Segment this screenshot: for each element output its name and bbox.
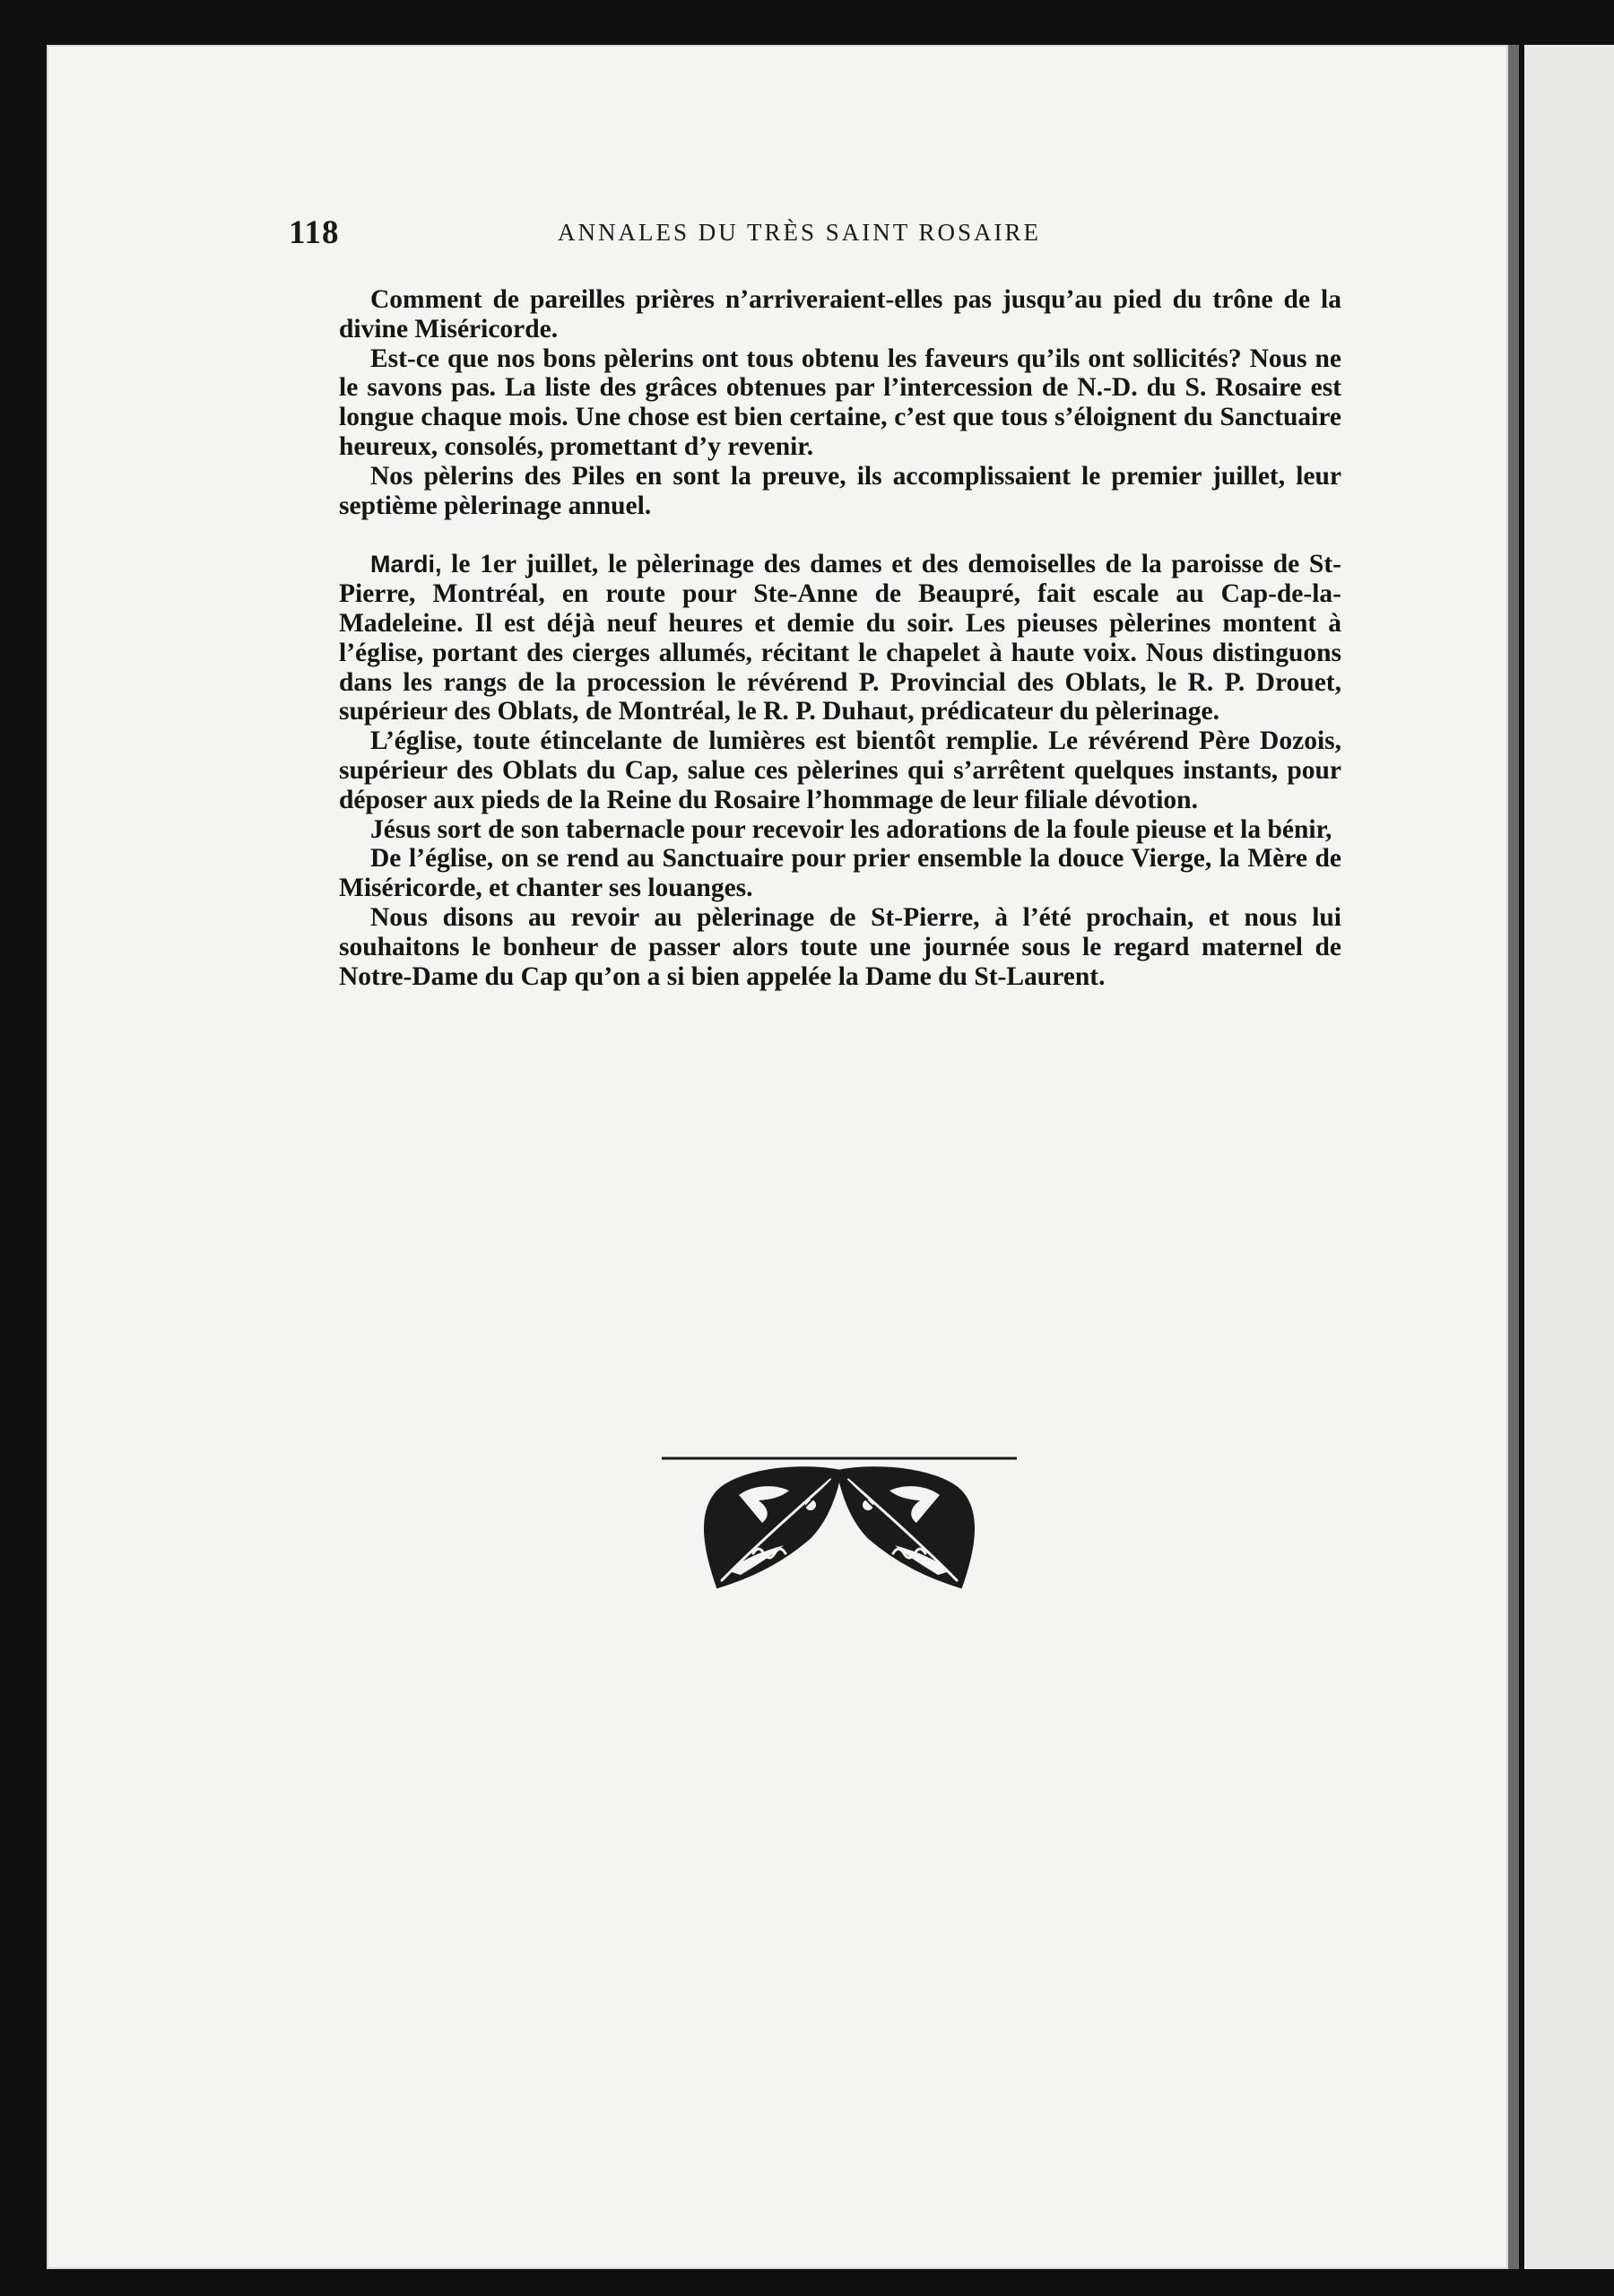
left-leaf — [705, 1467, 841, 1587]
paragraph: Comment de pareilles prières n’arriveraient-elles pas jusqu’au pied du trône de la divine Miséricorde. — [339, 285, 1341, 344]
page-edge — [1508, 45, 1519, 2269]
twin-leaf-tailpiece-icon — [662, 1453, 1017, 1605]
paragraph-lead-word: Mardi, — [370, 551, 442, 578]
right-leaf — [837, 1467, 974, 1587]
paragraph: Est-ce que nos bons pèlerins ont tous obtenu les faveurs qu’ils ont sollicités? Nous ne le savons pas. La liste des grâces obtenues par l’intercession de N.-D. du S. Rosaire est longue chaque mois. Une chose est bien certaine, c’est que tous s’éloignent du Sanctuaire heureux, consolés, promettant d’y revenir. — [339, 344, 1341, 461]
paragraph: De l’église, on se rend au Sanctuaire pour prier ensemble la douce Vierge, la Mère de Miséricorde, et chanter ses louanges. — [339, 844, 1341, 903]
page-number: 118 — [289, 214, 340, 251]
paragraph — [339, 550, 1341, 726]
paragraph: Jésus sort de son tabernacle pour recevoir les adorations de la foule pieuse et la bénir, — [370, 814, 1332, 844]
paragraph-text: le 1er juillet, le pèlerinage des dames et des demoiselles de la paroisse de St-Pierre, Montréal, en route pour Ste-Anne de Beaupré, fait escale au Cap-de-la-Madeleine. Il est déjà neuf heures et demie du soir. Les pieuses pèlerines montent à l’église, portant des cierges allumés, récitant le chapelet à haute voix. Nous distinguons dans les rangs de la procession le révérend P. Provincial des Oblats, le R. P. Drouet, supérieur des Oblats, de Montréal, le R. P. Duhaut, prédicateur du pèlerinage. — [339, 550, 1341, 726]
paragraph: Nous disons au revoir au pèlerinage de St-Pierre, à l’été prochain, et nous lui souhaitons le bonheur de passer alors toute une journée sous le regard maternel de Notre-Dame du Cap qu’on a si bien appelée la Dame du St-Laurent. — [339, 902, 1341, 991]
journal-title: ANNALES DU TRÈS SAINT ROSAIRE — [558, 219, 1042, 246]
article-text — [339, 285, 1341, 991]
section-break — [339, 520, 1341, 550]
paragraph: Nos pèlerins des Piles en sont la preuve, ils accomplissaient le premier juillet, leur septième pèlerinage annuel. — [339, 461, 1341, 520]
running-head — [289, 213, 1347, 258]
adjacent-page-edge — [1524, 45, 1614, 2269]
paragraph: L’église, toute étincelante de lumières est bientôt remplie. Le révérend Père Dozois, supérieur des Oblats du Cap, salue ces pèlerines qui s’arrêtent quelques instants, pour déposer aux pieds de la Reine du Rosaire l’hommage de leur filiale dévotion. — [339, 726, 1341, 814]
